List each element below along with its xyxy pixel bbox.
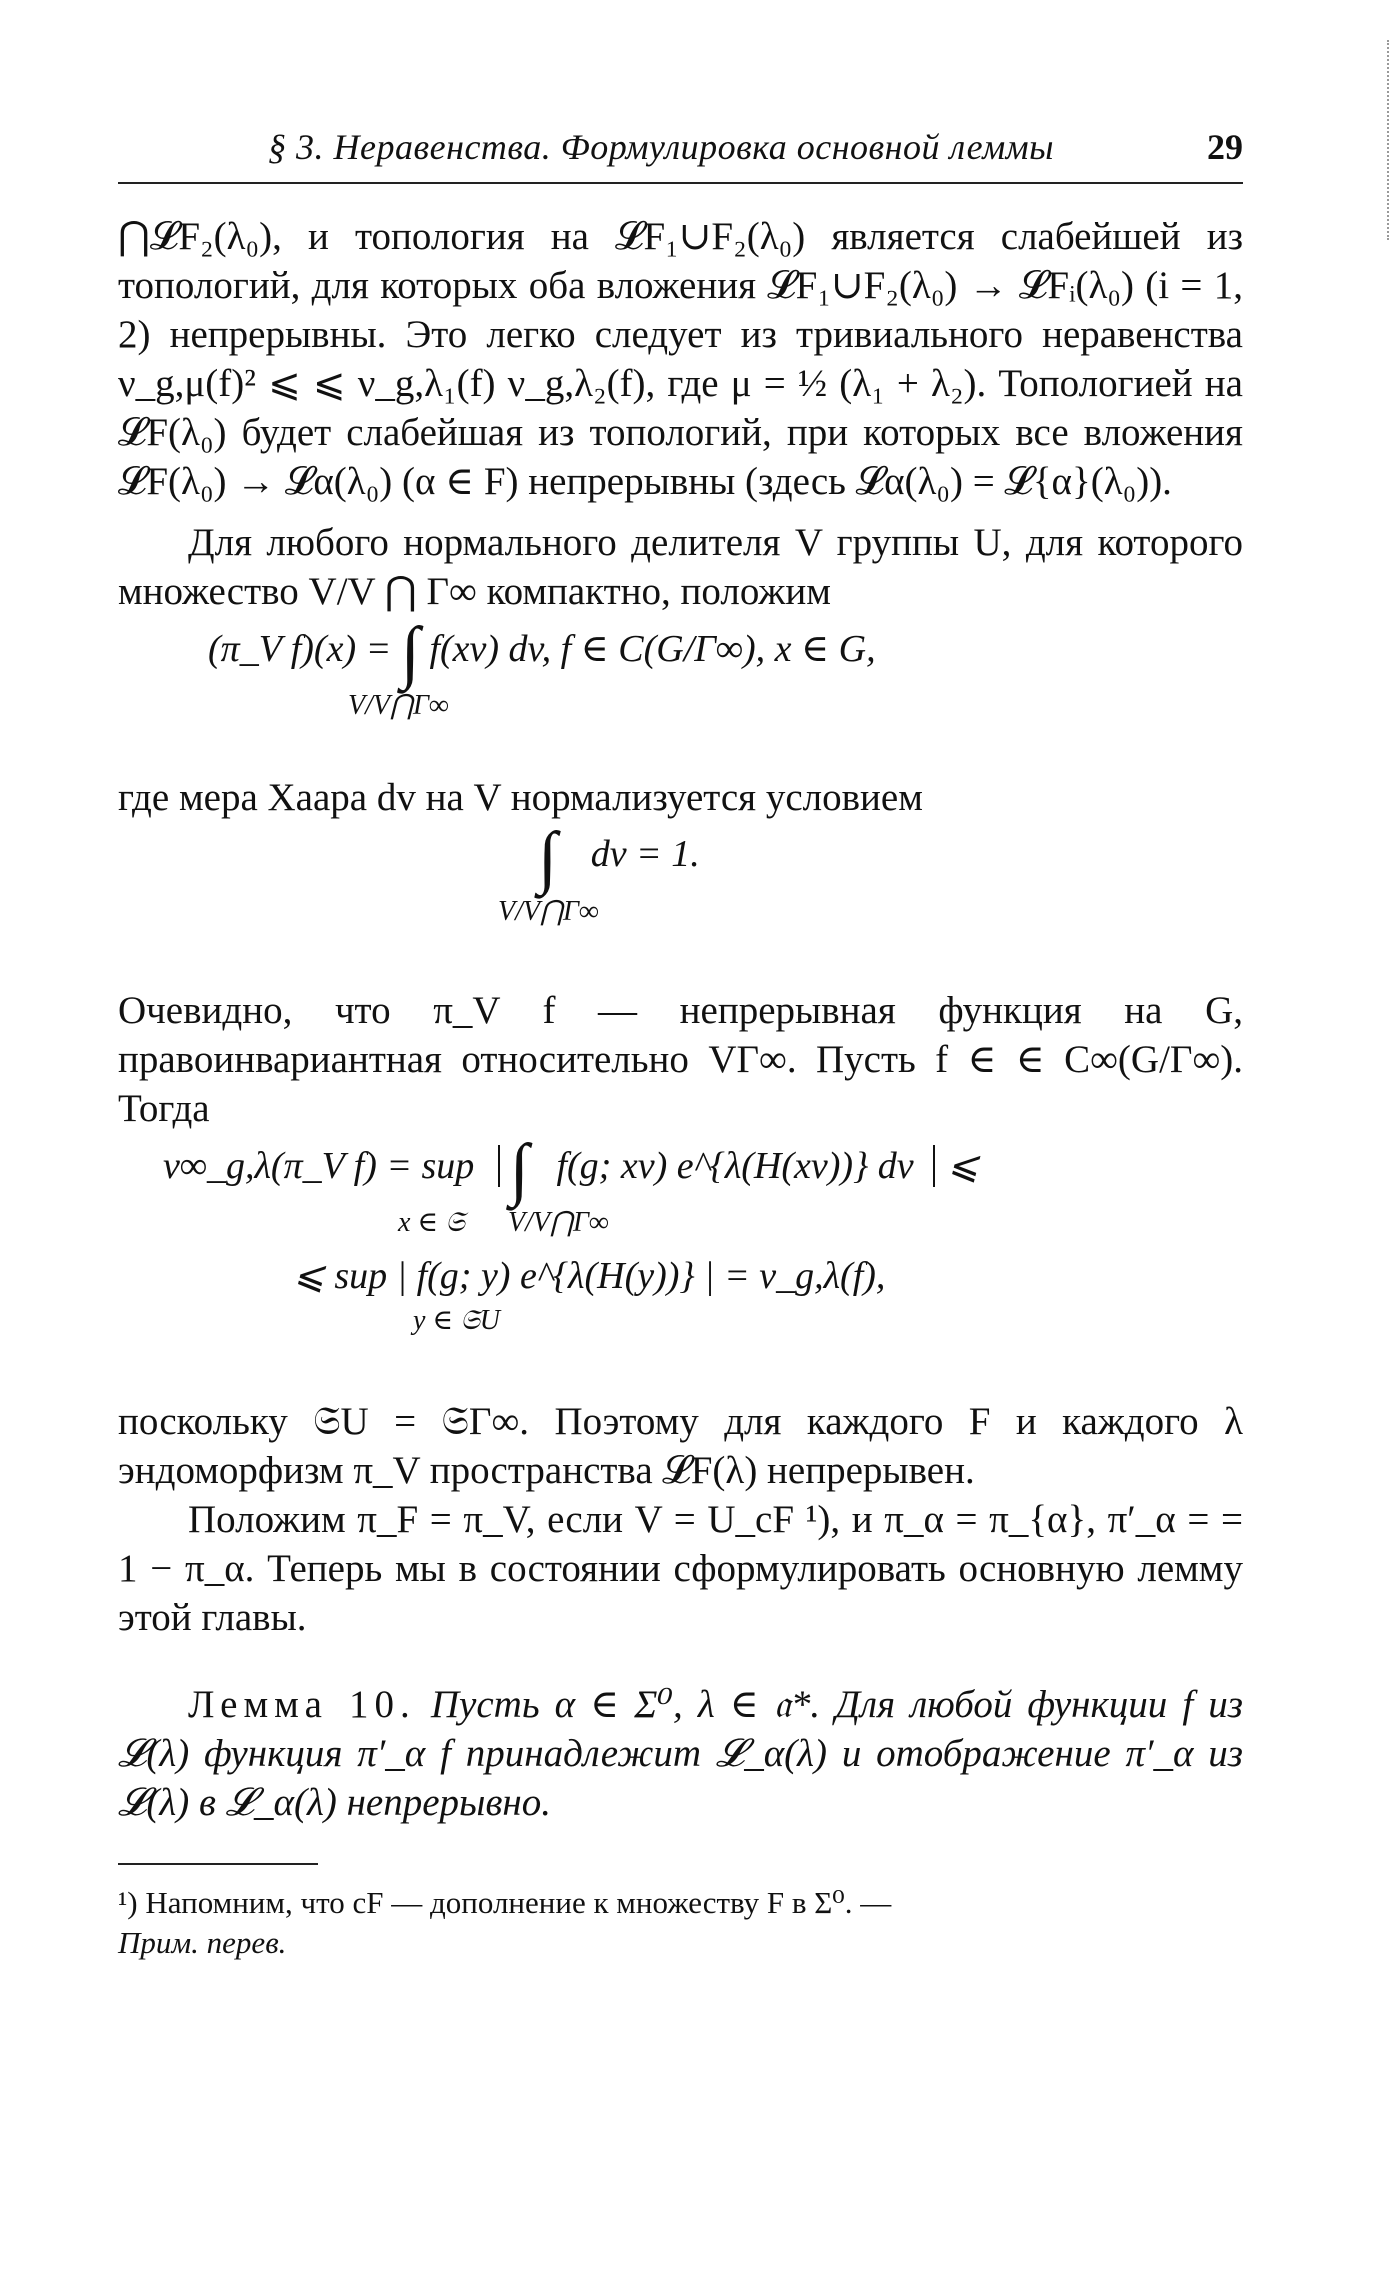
equation-normalization: [118, 819, 1243, 950]
paragraph-1: ⋂𝓛F₂(λ₀), и топология на 𝓛F₁∪F₂(λ₀) является слабейшей из топологий, для которых оба вложения 𝓛F₁∪F₂(λ₀) → 𝓛Fᵢ(λ₀) (i = 1, 2) непрерывны. Это легко следует из тривиального неравенства ν_g,μ(f)² ⩽ ⩽ ν_g,λ₁(f) ν_g,λ₂(f), где μ = ½ (λ₁ + λ₂). Топологией на 𝓛F(λ₀) будет слабейшая из топологий, при которых все вложения 𝓛F(λ₀) → 𝓛α(λ₀) (α ∈ F) непрерывны (здесь 𝓛α(λ₀) = 𝓛{α}(λ₀)).: [118, 215, 1243, 503]
eq3-line-1: [163, 1131, 1243, 1253]
eq3-line1-limit: V/V⋂Γ∞: [508, 1207, 609, 1238]
running-header: [118, 120, 1243, 184]
footnote: [118, 1883, 1243, 1963]
eq3-line-2: [163, 1253, 1243, 1363]
paragraph-2: Для любого нормального делителя V группы U, для которого множество V/V ⋂ Γ∞ компактно, положим: [118, 521, 1243, 613]
margin-marks: [1387, 40, 1392, 240]
footnote-text: ¹) Напомним, что cF — дополнение к множеству F в Σ⁰. —: [118, 1885, 892, 1920]
eq3-line1-lhs: ν∞_g,λ(π_V f) = sup: [163, 1145, 475, 1187]
eq3-line2: ⩽ sup | f(g; y) e^{λ(H(y))} | = ν_g,λ(f),: [293, 1255, 886, 1297]
footnote-note: Прим. перев.: [118, 1925, 287, 1960]
equation-estimate: [118, 1131, 1243, 1373]
integral-sign: ∫: [400, 614, 420, 691]
eq3-line1-rel: ⩽: [947, 1145, 979, 1187]
page-number: 29: [1207, 127, 1243, 167]
eq2-body: dv = 1.: [590, 833, 700, 875]
paragraph-4: Очевидно, что π_V f — непрерывная функция на G, правоинвариантная относительно VΓ∞. Пусть f ∈ ∈ C∞(G/Γ∞). Тогда: [118, 989, 1243, 1130]
eq3-line1-sub: x ∈ 𝔖: [398, 1207, 465, 1238]
eq3-line2-sub: y ∈ 𝔖U: [413, 1305, 501, 1336]
lemma-10: [118, 1680, 1243, 1827]
page: [118, 120, 1243, 1963]
eq2-limit: V/V⋂Γ∞: [498, 896, 599, 927]
integral-sign: ∫: [538, 819, 558, 896]
eq3-line1-body: f(g; xv) e^{λ(H(xv))} dv: [556, 1145, 914, 1187]
equation-projection: [118, 614, 1243, 751]
paragraph-3: где мера Хаара dv на V нормализуется условием: [118, 776, 923, 819]
footnote-rule: [118, 1863, 318, 1865]
header-title: § 3. Неравенства. Формулировка основной леммы: [268, 127, 1055, 167]
eq1-lhs: (π_V f)(x) =: [208, 628, 392, 670]
eq1-limit: V/V⋂Γ∞: [348, 690, 449, 721]
paragraph-6: Положим π_F = π_V, если V = U_cF ¹), и π_α = π_{α}, π′_α = = 1 − π_α. Теперь мы в состоянии сформулировать основную лемму этой главы.: [118, 1498, 1243, 1639]
lemma-statement: Пусть α ∈ Σ⁰, λ ∈ 𝔞*. Для любой функции f из 𝓛(λ) функция π′_α f принадлежит 𝓛_α(λ) и отображение π′_α из 𝓛(λ) в 𝓛_α(λ) непрерывно.: [118, 1683, 1243, 1824]
paragraph-5: поскольку 𝔖U = 𝔖Γ∞. Поэтому для каждого F и каждого λ эндоморфизм π_V пространства 𝓛F(λ) непрерывен.: [118, 1400, 1243, 1492]
eq3-abs: [498, 1131, 935, 1208]
eq1-body: f(xv) dv, f ∈ C(G/Γ∞), x ∈ G,: [429, 628, 876, 670]
integral-sign: ∫: [509, 1131, 529, 1208]
lemma-heading: Лемма 10.: [188, 1683, 416, 1726]
